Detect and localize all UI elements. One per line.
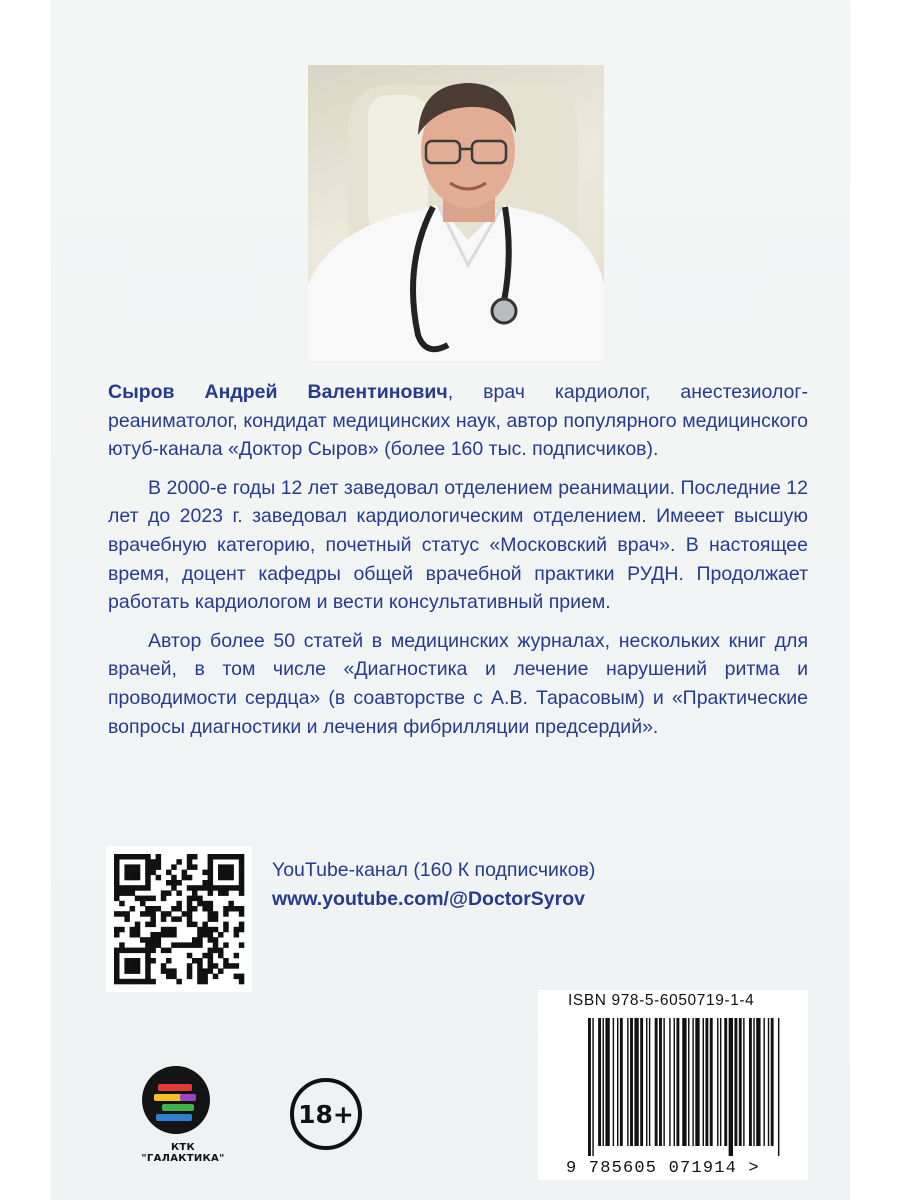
- barcode-bar: [613, 1018, 614, 1146]
- barcode-bar: [729, 1018, 733, 1156]
- qr-code: [106, 846, 252, 992]
- barcode-bar: [682, 1018, 686, 1146]
- barcode-bar: [749, 1018, 752, 1146]
- publisher-name: КТК "ГАЛАКТИКА": [141, 1142, 225, 1164]
- author-photo: [308, 65, 604, 361]
- barcode-bar: [659, 1018, 662, 1146]
- barcode-bar: [649, 1018, 650, 1146]
- barcode-bar: [720, 1018, 721, 1146]
- barcode-bar: [627, 1018, 628, 1146]
- barcode-bar: [640, 1018, 643, 1146]
- barcode-bar: [674, 1018, 675, 1146]
- barcode-bar: [753, 1018, 754, 1146]
- barcode-bar: [620, 1018, 623, 1146]
- barcode-bar: [703, 1018, 704, 1146]
- isbn-label: ISBN 978-5-6050719-1-4: [568, 992, 755, 1009]
- barcode-bar: [756, 1018, 760, 1146]
- youtube-channel-url[interactable]: www.youtube.com/@DoctorSyrov: [272, 888, 585, 910]
- author-bio: [108, 378, 808, 751]
- age-rating-badge: 18+: [290, 1078, 362, 1150]
- qr-code-image: [106, 846, 252, 992]
- barcode-bar: [739, 1018, 742, 1146]
- barcode-bar: [655, 1018, 658, 1146]
- barcode-bar: [605, 1018, 609, 1146]
- barcode-bar: [734, 1018, 737, 1146]
- barcode-bar: [771, 1018, 774, 1146]
- barcode-bar: [669, 1018, 670, 1146]
- youtube-block: [272, 856, 595, 914]
- barcode-bar: [663, 1018, 664, 1146]
- ean-digits: 9 785605 071914 >: [566, 1159, 760, 1178]
- barcode-bar: [634, 1018, 638, 1146]
- barcode-bar: [692, 1018, 693, 1146]
- barcode-bar: [705, 1018, 708, 1146]
- barcode-bar: [778, 1018, 779, 1156]
- barcode-bar: [603, 1018, 604, 1146]
- bio-paragraph-1: [108, 378, 808, 464]
- bio-intro-text: , врач кардиолог, анестезиолог-реаниматолог, кондидат медицинских наук, автор популярного медицинского ютуб-канала «Доктор Сыров» (более 160 тыс. подписчиков).: [108, 381, 808, 461]
- barcode-bar: [646, 1018, 647, 1146]
- barcode-bar: [588, 1018, 591, 1156]
- barcode-bar: [768, 1018, 769, 1146]
- bio-paragraph-3: Автор более 50 статей в медицинских журналах, нескольких книг для врачей, в том числе «Диагностика и лечение нарушений ритма и проводимости сердца» (в соавторстве с А.В. Тарасовым) и «Практические вопросы диагностики и лечения фибрилляции предсердий».: [108, 629, 808, 738]
- barcode-bar: [710, 1018, 713, 1146]
- barcode-bar: [688, 1018, 689, 1146]
- barcode-bar: [717, 1018, 718, 1146]
- barcode-bar: [743, 1018, 744, 1146]
- barcode-bar: [598, 1018, 601, 1146]
- barcode-bar: [763, 1018, 764, 1146]
- barcode-bar: [617, 1018, 618, 1146]
- author-name: Сыров Андрей Валентинович: [108, 381, 448, 403]
- barcode-bar: [630, 1018, 633, 1146]
- barcode-bar: [695, 1018, 699, 1146]
- barcode-bar: [676, 1018, 679, 1146]
- youtube-channel-label: YouTube-канал (160 К подписчиков): [272, 859, 596, 881]
- barcode-bar: [724, 1018, 727, 1146]
- barcode-image: [586, 1018, 782, 1156]
- bio-paragraph-2: В 2000-е годы 12 лет заведовал отделением реанимации. Последние 12 лет до 2023 г. заведовал кардиологическим отделением. Имееет высшую врачебную категорию, почетный статус «Московский врач». В настоящее время, доцент кафедры общей врачебной практики РУДН. Продолжает работать кардиологом и вести консультативный прием.: [108, 476, 808, 614]
- barcode-bar: [592, 1018, 593, 1156]
- publisher-logo: [140, 1064, 212, 1136]
